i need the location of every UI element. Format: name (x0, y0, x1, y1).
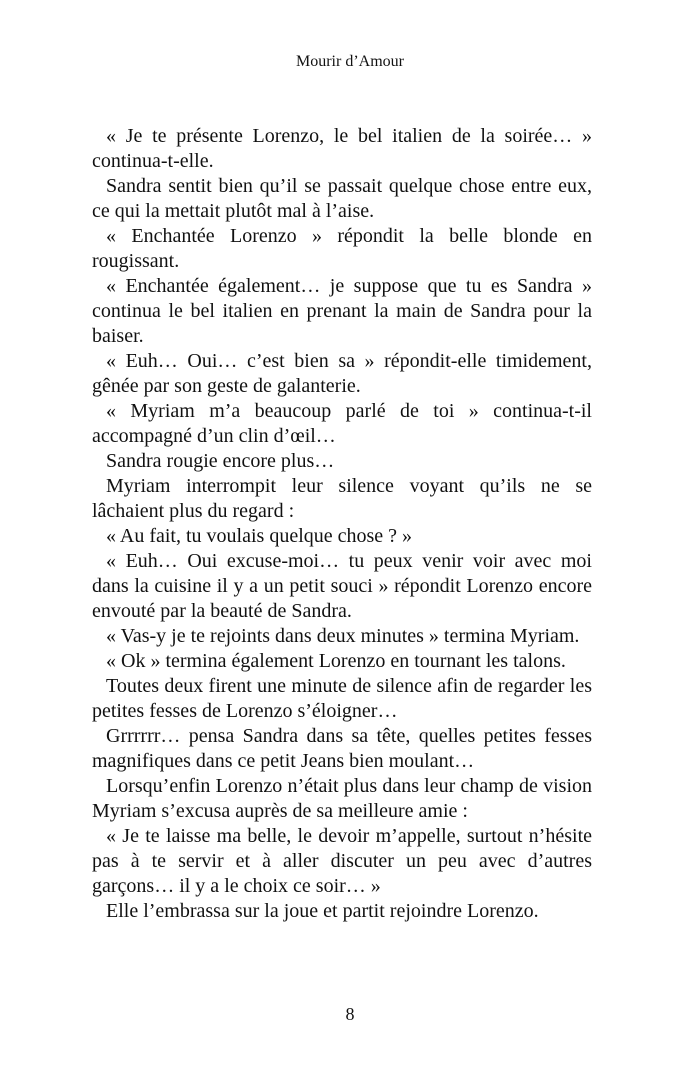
paragraph: « Ok » termina également Lorenzo en tournant les talons. (106, 650, 566, 672)
paragraph: Sandra sentit bien qu’il se passait quelque chose entre eux, ce qui la mettait plutôt mal à l’aise. (92, 175, 592, 222)
paragraph: « Au fait, tu voulais quelque chose ? » (106, 525, 413, 547)
paragraph: « Enchantée Lorenzo » répondit la belle blonde en rougissant. (92, 225, 592, 272)
paragraph: Sandra rougie encore plus… (106, 450, 335, 472)
page-number: 8 (345, 1004, 355, 1024)
paragraph: « Vas-y je te rejoints dans deux minutes » termina Myriam. (106, 625, 580, 647)
running-header-title: Mourir d’Amour (296, 53, 404, 70)
paragraph: « Enchantée également… je suppose que tu es Sandra » continua le bel italien en prenant la main de Sandra pour la baiser. (92, 275, 592, 347)
book-text (92, 124, 592, 924)
paragraph: « Euh… Oui excuse-moi… tu peux venir voir avec moi dans la cuisine il y a un petit souci » répondit Lorenzo encore envouté par la beauté de Sandra. (92, 550, 592, 622)
paragraph: Lorsqu’enfin Lorenzo n’était plus dans leur champ de vision Myriam s’excusa auprès de sa meilleure amie : (92, 775, 592, 822)
paragraph: Elle l’embrassa sur la joue et partit rejoindre Lorenzo. (106, 900, 539, 922)
paragraph: « Myriam m’a beaucoup parlé de toi » continua-t-il accompagné d’un clin d’œil… (92, 400, 592, 447)
paragraph: « Je te laisse ma belle, le devoir m’appelle, surtout n’hésite pas à te servir et à aller discuter un peu avec d’autres garçons… il y a le choix ce soir… » (92, 825, 592, 897)
paragraph: Toutes deux firent une minute de silence afin de regarder les petites fesses de Lorenzo s’éloigner… (92, 675, 592, 722)
paragraph: Myriam interrompit leur silence voyant qu’ils ne se lâchaient plus du regard : (92, 475, 592, 522)
paragraph: Grrrrrr… pensa Sandra dans sa tête, quelles petites fesses magnifiques dans ce petit Jeans bien moulant… (92, 725, 592, 772)
paragraph: « Je te présente Lorenzo, le bel italien de la soirée… » continua-t-elle. (92, 125, 592, 172)
paragraph: « Euh… Oui… c’est bien sa » répondit-elle timidement, gênée par son geste de galanterie. (92, 350, 592, 397)
